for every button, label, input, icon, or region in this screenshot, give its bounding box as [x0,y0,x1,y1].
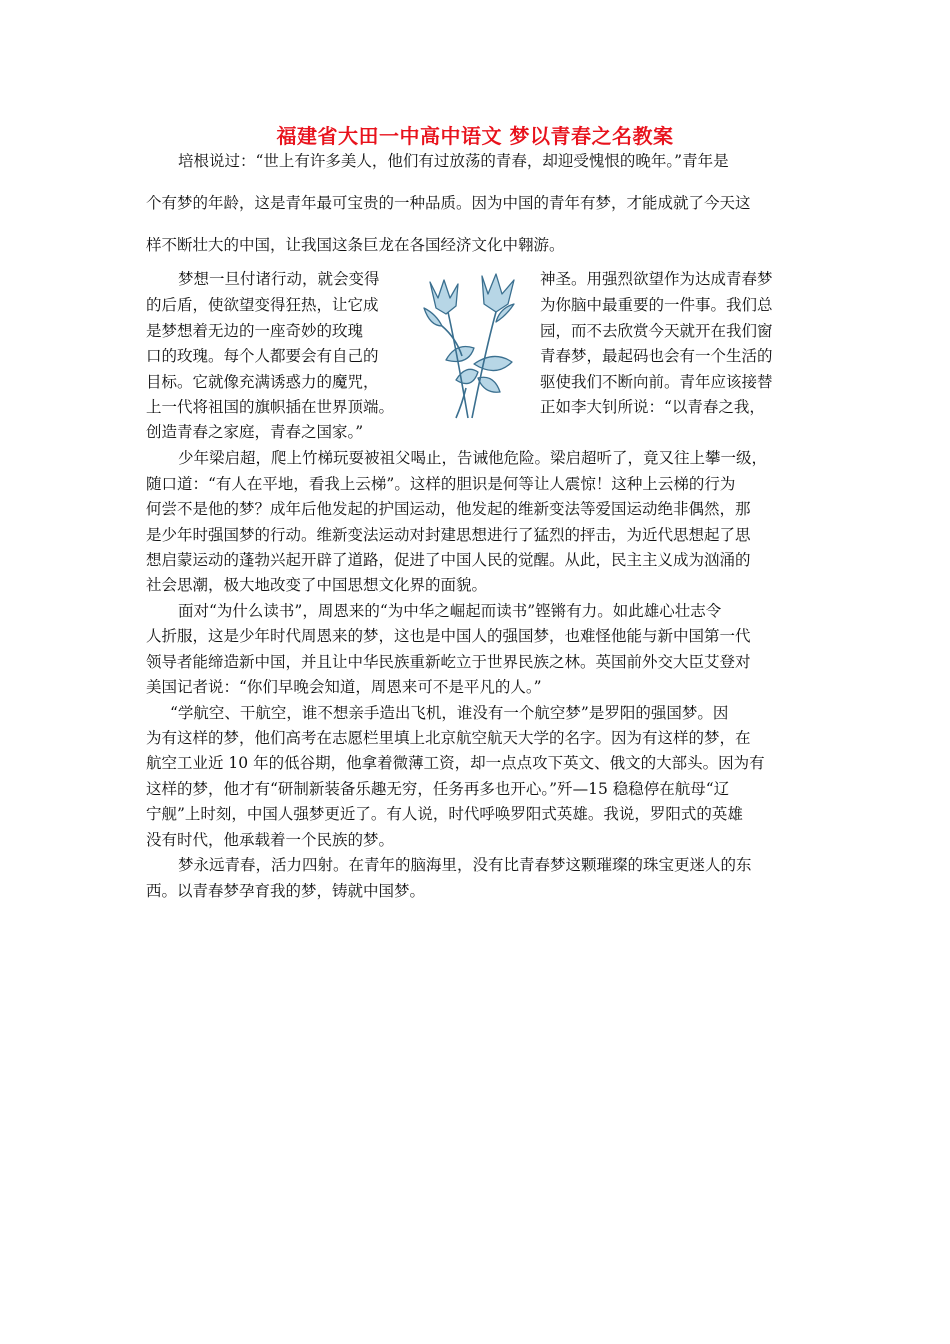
wrap-left-line: 口的玫瑰。每个人都要会有自己的 [146,347,379,365]
body-line: 人折服，这是少年时代周恩来的梦，这也是中国人的强国梦，也难怪他能与新中国第一代 [146,627,751,645]
body-line: 社会思潮，极大地改变了中国思想文化界的面貌。 [146,576,488,594]
wrap-right-line: 神圣。用强烈欲望作为达成青春梦 [540,270,773,288]
body-line: 西。以青春梦孕育我的梦，铸就中国梦。 [146,882,426,900]
wrap-left-line: 目标。它就像充满诱惑力的魔咒， [146,373,379,391]
wrap-end-line: 创造青春之家庭，青春之国家。” [146,423,364,441]
document-title: 福建省大田一中高中语文 梦以青春之名教案 [276,124,674,148]
wrap-right-line: 正如李大钊所说：“以青春之我， [540,398,765,416]
intro-line: 个有梦的年龄，这是青年最可宝贵的一种品质。因为中国的青年有梦，才能成就了今天这 [146,194,751,212]
wrap-left-line: 是梦想着无边的一座奇妙的玫瑰 [146,322,364,340]
intro-line: 培根说过：“世上有许多美人，他们有过放荡的青春，却迎受愧恨的晚年。”青年是 [178,152,729,170]
body-line: 宁舰”上时刻，中国人强梦更近了。有人说，时代呼唤罗阳式英雄。我说，罗阳式的英雄 [146,805,743,823]
wrap-right-line: 驱使我们不断向前。青年应该接替 [540,373,773,391]
wrap-right-line: 青春梦，最起码也会有一个生活的 [540,347,773,365]
body-line: 随口道：“有人在平地，看我上云梯”。这样的胆识是何等让人震惊！这种上云梯的行为 [146,475,736,493]
body-line: 少年梁启超，爬上竹梯玩耍被祖父喝止，告诫他危险。梁启超听了，竟又往上攀一级， [178,449,768,467]
intro-line: 样不断壮大的中国，让我国这条巨龙在各国经济文化中翱游。 [146,236,565,254]
body-line: 为有这样的梦，他们高考在志愿栏里填上北京航空航天大学的名字。因为有这样的梦，在 [146,729,751,747]
body-line: 何尝不是他的梦？成年后他发起的护国运动，他发起的维新变法等爱国运动绝非偶然，那 [146,500,751,518]
wrap-right-line: 为你脑中最重要的一件事。我们总 [540,296,773,314]
wrap-left-line: 的后盾，使欲望变得狂热，让它成 [146,296,379,314]
flower-illustration [416,268,528,420]
body-line: 想启蒙运动的蓬勃兴起开辟了道路，促进了中国人民的觉醒。从此，民主主义成为汹涌的 [146,551,751,569]
wrap-left-line: 上一代将祖国的旗帜插在世界顶端。 [146,398,395,416]
body-line: 面对“为什么读书”，周恩来的“为中华之崛起而读书”铿锵有力。如此雄心壮志令 [178,602,722,620]
body-line: “学航空、干航空，谁不想亲手造出飞机，谁没有一个航空梦”是罗阳的强国梦。因 [170,704,729,722]
body-line: 是少年时强国梦的行动。维新变法运动对封建思想进行了猛烈的抨击，为近代思想起了思 [146,526,751,544]
body-line: 航空工业近 10 年的低谷期，他拿着微薄工资，却一点点攻下英文、俄文的大部头。因为有 [146,754,765,772]
body-line: 领导者能缔造新中国，并且让中华民族重新屹立于世界民族之林。英国前外交大臣艾登对 [146,653,751,671]
body-line: 没有时代，他承载着一个民族的梦。 [146,831,395,849]
wrap-left-line: 梦想一旦付诸行动，就会变得 [178,270,380,288]
body-line: 美国记者说：“你们早晚会知道，周恩来可不是平凡的人。” [146,678,542,696]
body-line: 梦永远青春，活力四射。在青年的脑海里，没有比青春梦这颗璀璨的珠宝更迷人的东 [178,856,752,874]
wrap-right-line: 园，而不去欣赏今天就开在我们窗 [540,322,773,340]
body-line: 这样的梦，他才有“研制新装备乐趣无穷，任务再多也开心。”歼—15 稳稳停在航母“辽 [146,780,730,798]
